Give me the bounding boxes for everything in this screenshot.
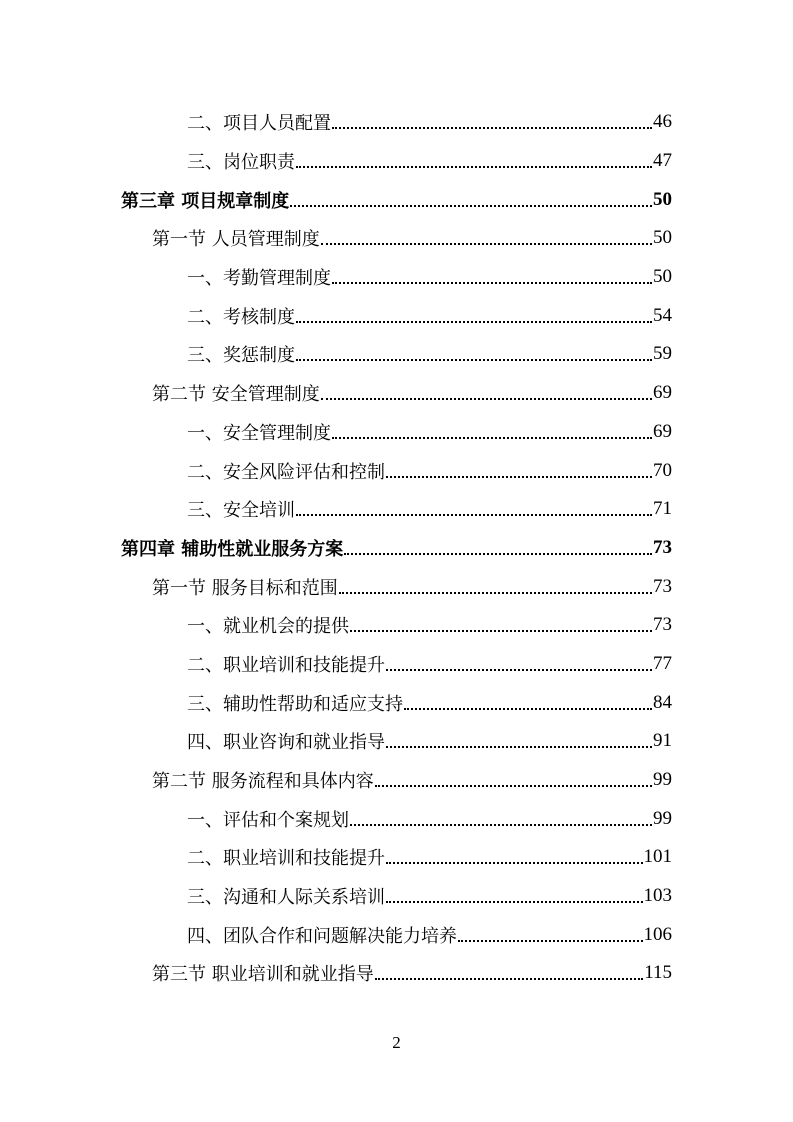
dot-leader bbox=[332, 268, 652, 286]
toc-entry-title: 第三节 职业培训和就业指导 bbox=[152, 964, 374, 986]
toc-entry[interactable] bbox=[0, 335, 793, 374]
dot-leader bbox=[386, 887, 643, 905]
toc-entry[interactable] bbox=[0, 296, 793, 335]
toc-entry-title: 四、团队合作和问题解决能力培养 bbox=[187, 925, 457, 947]
dot-leader bbox=[375, 964, 643, 982]
toc-entry-page: 73 bbox=[653, 575, 672, 597]
toc-entry-page: 106 bbox=[643, 923, 672, 945]
dot-leader bbox=[321, 229, 652, 247]
toc-section[interactable] bbox=[0, 567, 793, 606]
dot-leader bbox=[290, 191, 652, 209]
dot-leader bbox=[344, 539, 652, 557]
toc-entry[interactable] bbox=[0, 799, 793, 838]
toc-entry[interactable] bbox=[0, 413, 793, 452]
toc-entry[interactable] bbox=[0, 838, 793, 877]
toc-entry-title: 三、奖惩制度 bbox=[187, 345, 295, 367]
toc-entry[interactable] bbox=[0, 490, 793, 529]
toc-entry-page: 59 bbox=[653, 343, 672, 365]
toc-entry-page: 101 bbox=[643, 846, 672, 868]
toc-entry-title: 四、职业咨询和就业指导 bbox=[187, 732, 385, 754]
dot-leader bbox=[350, 616, 652, 634]
dot-leader bbox=[321, 384, 652, 402]
toc-entry-page: 84 bbox=[653, 691, 672, 713]
toc-entry-page: 99 bbox=[653, 807, 672, 829]
toc-entry-page: 73 bbox=[653, 614, 672, 636]
toc-entry-title: 第二节 服务流程和具体内容 bbox=[152, 771, 374, 793]
toc-entry-page: 69 bbox=[653, 420, 672, 442]
toc-entry[interactable] bbox=[0, 877, 793, 916]
toc-entry-title: 三、辅助性帮助和适应支持 bbox=[187, 693, 403, 715]
toc-entry-page: 70 bbox=[653, 459, 672, 481]
dot-leader bbox=[404, 694, 652, 712]
dot-leader bbox=[386, 462, 652, 480]
toc-entry-page: 91 bbox=[653, 730, 672, 752]
dot-leader bbox=[386, 848, 643, 866]
toc-entry-page: 69 bbox=[653, 382, 672, 404]
toc-entry-title: 二、职业培训和技能提升 bbox=[187, 654, 385, 676]
toc-entry[interactable] bbox=[0, 606, 793, 645]
toc-entry-title: 第一节 人员管理制度 bbox=[152, 229, 320, 251]
table-of-contents bbox=[0, 103, 793, 993]
dot-leader bbox=[296, 307, 652, 325]
toc-entry-title: 二、职业培训和技能提升 bbox=[187, 848, 385, 870]
toc-entry-page: 115 bbox=[644, 962, 672, 984]
toc-entry-title: 三、岗位职责 bbox=[187, 152, 295, 174]
dot-leader bbox=[296, 500, 652, 518]
toc-section[interactable] bbox=[0, 374, 793, 413]
dot-leader bbox=[375, 771, 652, 789]
toc-entry-title: 一、就业机会的提供 bbox=[187, 616, 349, 638]
toc-entry-title: 三、安全培训 bbox=[187, 500, 295, 522]
dot-leader bbox=[332, 423, 652, 441]
toc-entry-page: 77 bbox=[653, 652, 672, 674]
toc-entry-title: 一、考勤管理制度 bbox=[187, 268, 331, 290]
toc-entry[interactable] bbox=[0, 645, 793, 684]
toc-entry-title: 三、沟通和人际关系培训 bbox=[187, 887, 385, 909]
toc-entry-page: 50 bbox=[653, 266, 672, 288]
toc-entry[interactable] bbox=[0, 258, 793, 297]
dot-leader bbox=[296, 152, 652, 170]
toc-section[interactable] bbox=[0, 219, 793, 258]
toc-entry-title: 第三章 项目规章制度 bbox=[121, 190, 290, 212]
toc-section[interactable] bbox=[0, 761, 793, 800]
toc-entry-page: 99 bbox=[653, 769, 672, 791]
toc-entry-title: 二、安全风险评估和控制 bbox=[187, 461, 385, 483]
toc-chapter[interactable] bbox=[0, 529, 793, 568]
toc-entry[interactable] bbox=[0, 103, 793, 142]
toc-entry-title: 第二节 安全管理制度 bbox=[152, 384, 320, 406]
dot-leader bbox=[350, 810, 652, 828]
toc-entry[interactable] bbox=[0, 915, 793, 954]
toc-entry[interactable] bbox=[0, 451, 793, 490]
dot-leader bbox=[296, 345, 652, 363]
toc-entry-page: 46 bbox=[653, 111, 672, 133]
toc-entry-page: 47 bbox=[653, 150, 672, 172]
page-number: 2 bbox=[392, 1033, 401, 1052]
toc-entry-page: 71 bbox=[653, 498, 672, 520]
toc-entry[interactable] bbox=[0, 142, 793, 181]
toc-entry-title: 一、安全管理制度 bbox=[187, 422, 331, 444]
toc-section[interactable] bbox=[0, 954, 793, 993]
toc-entry-title: 第一节 服务目标和范围 bbox=[152, 577, 338, 599]
dot-leader bbox=[386, 655, 652, 673]
toc-entry-title: 二、考核制度 bbox=[187, 306, 295, 328]
dot-leader bbox=[339, 578, 652, 596]
toc-entry-page: 73 bbox=[653, 536, 672, 558]
toc-entry-title: 一、评估和个案规划 bbox=[187, 809, 349, 831]
dot-leader bbox=[458, 926, 643, 944]
toc-entry-page: 50 bbox=[653, 188, 672, 210]
toc-entry[interactable] bbox=[0, 722, 793, 761]
toc-entry[interactable] bbox=[0, 683, 793, 722]
toc-entry-page: 103 bbox=[643, 885, 672, 907]
toc-entry-title: 二、项目人员配置 bbox=[187, 113, 331, 135]
toc-chapter[interactable] bbox=[0, 180, 793, 219]
dot-leader bbox=[332, 113, 652, 131]
dot-leader bbox=[386, 732, 652, 750]
toc-entry-page: 54 bbox=[653, 304, 672, 326]
toc-entry-title: 第四章 辅助性就业服务方案 bbox=[121, 538, 344, 560]
toc-entry-page: 50 bbox=[653, 227, 672, 249]
